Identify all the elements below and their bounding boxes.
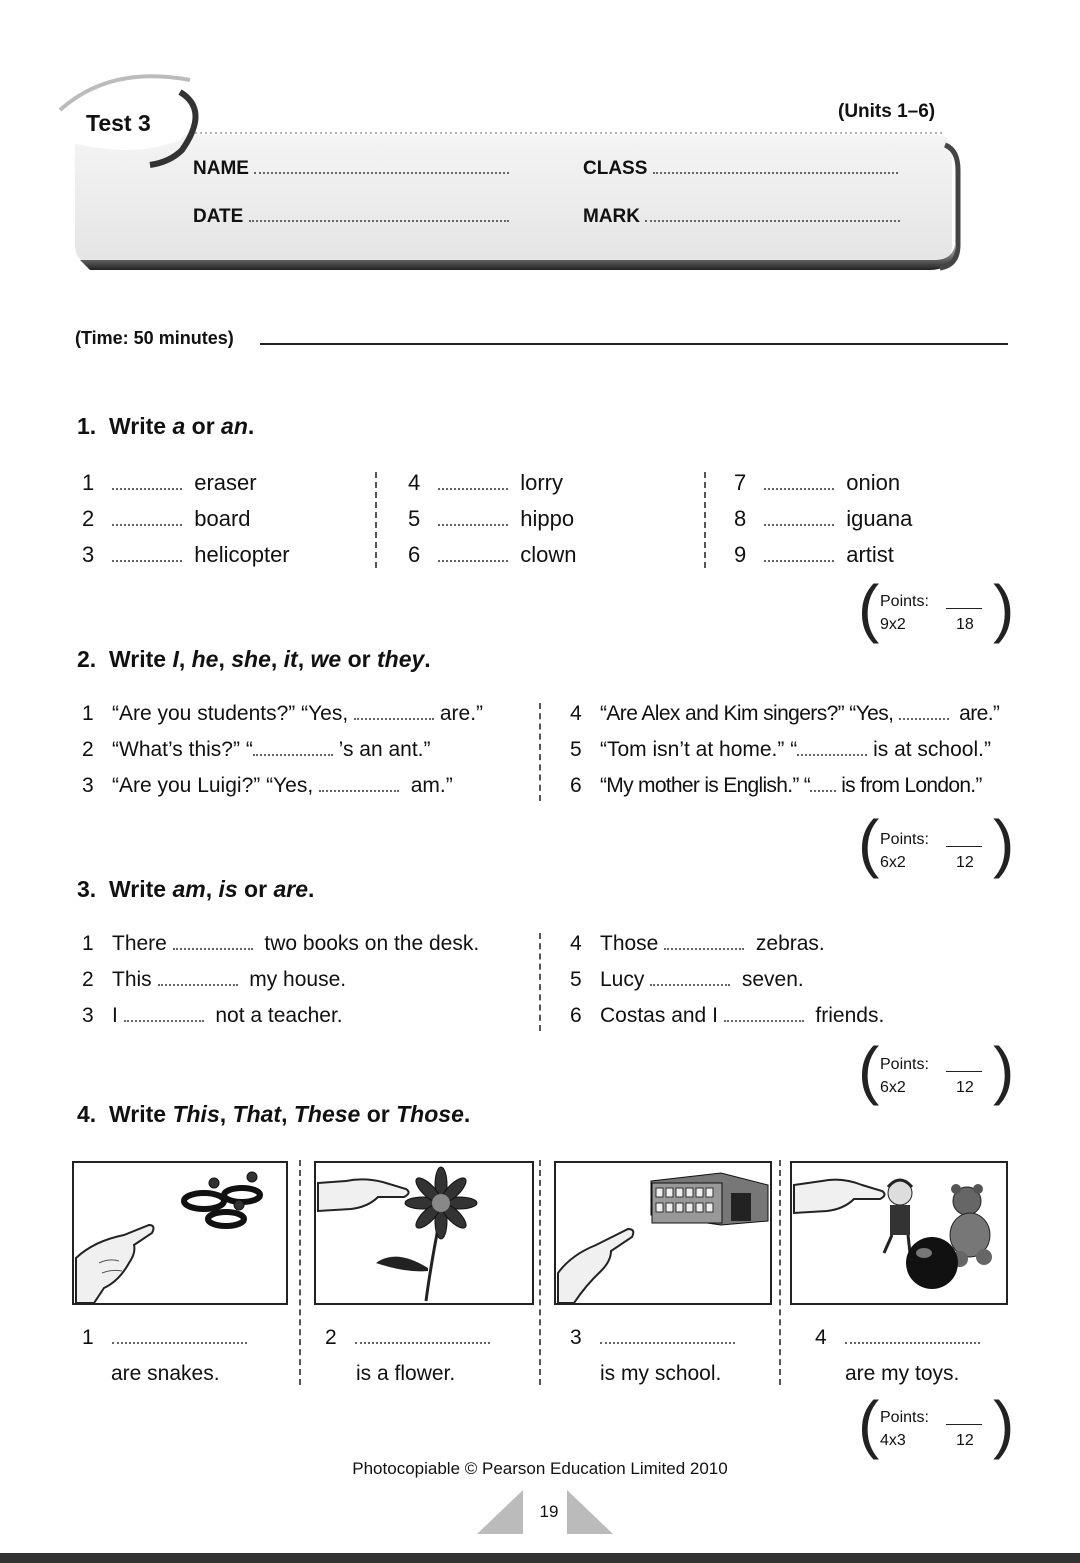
s2-item-6: 6 “My mother is English.” “ is from London.”: [570, 774, 982, 797]
s1-blank-5[interactable]: [438, 510, 508, 526]
s3-item-5: 5 Lucy seven.: [570, 968, 804, 991]
s4-divider-1: [299, 1160, 301, 1385]
s4-sentence-3: is my school.: [600, 1362, 722, 1385]
s1-divider-2: [704, 472, 706, 568]
name-blank[interactable]: [254, 158, 509, 174]
class-label: CLASS: [583, 158, 648, 179]
s4-blank-4[interactable]: [845, 1328, 980, 1344]
s4-blank-1[interactable]: [112, 1328, 247, 1344]
bottom-edge: [0, 1553, 1080, 1563]
s3-blank-4[interactable]: [664, 934, 744, 950]
section-2-heading: 2. Write I, he, she, it, we or they.: [77, 646, 431, 672]
s2-blank-3[interactable]: [319, 776, 399, 792]
date-blank[interactable]: [249, 206, 509, 222]
class-field[interactable]: [583, 158, 898, 180]
date-label: DATE: [193, 206, 244, 227]
s1-blank-1[interactable]: [112, 474, 182, 490]
school-building-icon: [651, 1173, 768, 1225]
picture-school: [554, 1161, 772, 1305]
s4-points-box: ( Points: 4x3 12 ): [858, 1388, 1015, 1460]
mark-label: MARK: [583, 206, 640, 227]
units-label: (Units 1–6): [838, 101, 936, 122]
s2-points-blank[interactable]: [946, 832, 982, 847]
s1-points-blank[interactable]: [946, 594, 982, 609]
s3-blank-2[interactable]: [158, 970, 238, 986]
s2-blank-6[interactable]: [810, 776, 836, 792]
s1-item-9: 9 artist: [734, 542, 894, 567]
s3-item-3: 3 I not a teacher.: [82, 1004, 343, 1027]
s2-blank-1[interactable]: [354, 704, 434, 720]
s1-blank-3[interactable]: [112, 546, 182, 562]
s3-blank-5[interactable]: [650, 970, 730, 986]
s1-item-6: 6 clown: [408, 542, 577, 567]
page-number: 19: [539, 1502, 559, 1521]
s2-item-2: 2 “What’s this?” “ ’s an ant.”: [82, 738, 431, 761]
s3-blank-1[interactable]: [173, 934, 253, 950]
s2-item-5: 5 “Tom isn’t at home.” “ is at school.”: [570, 738, 991, 761]
s1-blank-2[interactable]: [112, 510, 182, 526]
s1-blank-6[interactable]: [438, 546, 508, 562]
s4-blank-2[interactable]: [355, 1328, 490, 1344]
s1-item-8: 8 iguana: [734, 506, 913, 531]
s1-blank-9[interactable]: [764, 546, 834, 562]
time-label: (Time: 50 minutes): [75, 328, 234, 348]
s3-points-box: ( Points: 6x2 12 ): [858, 1034, 1015, 1106]
s1-item-1: 1 eraser: [82, 470, 257, 495]
pointing-hand-icon: [318, 1179, 409, 1211]
pointing-hand-icon: [76, 1225, 153, 1303]
s4-item-4: 4: [815, 1326, 980, 1350]
s2-item-3: 3 “Are you Luigi?” “Yes, am.”: [82, 774, 453, 797]
s2-blank-5[interactable]: [797, 740, 867, 756]
s3-item-2: 2 This my house.: [82, 968, 347, 991]
s4-item-1: 1: [82, 1326, 247, 1350]
s1-blank-8[interactable]: [764, 510, 834, 526]
s3-blank-6[interactable]: [724, 1006, 804, 1022]
name-field[interactable]: [193, 158, 509, 180]
s2-item-4: 4 “Are Alex and Kim singers?” “Yes, are.”: [570, 702, 1000, 725]
s2-blank-4[interactable]: [899, 704, 949, 720]
time-rule: [260, 343, 1008, 345]
mark-blank[interactable]: [645, 206, 900, 222]
s3-points-blank[interactable]: [946, 1057, 982, 1072]
test-label: Test 3: [86, 110, 151, 136]
snakes-icon: [184, 1172, 260, 1226]
copyright: Photocopiable © Pearson Education Limited 2010: [352, 1459, 728, 1478]
s3-item-4: 4 Those zebras.: [570, 932, 825, 955]
s1-points-box: ( Points: 9x2 18 ): [858, 572, 1015, 644]
ball-icon: [906, 1237, 958, 1289]
s1-divider-1: [375, 472, 377, 568]
s2-item-1: 1 “Are you students?” “Yes, are.”: [82, 702, 484, 725]
s4-item-2: 2: [325, 1326, 490, 1350]
s1-blank-4[interactable]: [438, 474, 508, 490]
mark-field[interactable]: [583, 206, 900, 228]
s1-blank-7[interactable]: [764, 474, 834, 490]
picture-toys: [790, 1161, 1008, 1305]
s4-divider-3: [779, 1160, 781, 1385]
s3-blank-3[interactable]: [124, 1006, 204, 1022]
picture-flower: [314, 1161, 534, 1305]
s2-points-box: ( Points: 6x2 12 ): [858, 807, 1015, 879]
s2-divider: [539, 703, 541, 801]
s4-sentence-2: is a flower.: [356, 1362, 456, 1385]
section-1-heading: 1. Write a or an.: [77, 413, 255, 439]
pointing-hand-icon: [794, 1180, 885, 1213]
s1-item-3: 3 helicopter: [82, 542, 290, 567]
class-blank[interactable]: [653, 158, 898, 174]
s1-item-4: 4 lorry: [408, 470, 564, 495]
pointing-hand-icon: [558, 1229, 633, 1303]
s1-item-5: 5 hippo: [408, 506, 575, 531]
s3-item-1: 1 There two books on the desk.: [82, 932, 480, 955]
s3-item-6: 6 Costas and I friends.: [570, 1004, 885, 1027]
picture-snakes: [72, 1161, 288, 1305]
s2-blank-2[interactable]: [253, 740, 333, 756]
s4-sentence-4: are my toys.: [845, 1362, 960, 1385]
doll-icon: [884, 1180, 912, 1253]
s4-sentence-1: are snakes.: [111, 1362, 220, 1385]
s4-item-3: 3: [570, 1326, 735, 1350]
date-field[interactable]: [193, 206, 509, 228]
s4-blank-3[interactable]: [600, 1328, 735, 1344]
s3-divider: [539, 933, 541, 1031]
name-label: NAME: [193, 158, 249, 179]
s4-divider-2: [539, 1160, 541, 1385]
s1-item-7: 7 onion: [734, 470, 901, 495]
s1-item-2: 2 board: [82, 506, 251, 531]
s4-points-blank[interactable]: [946, 1410, 982, 1425]
section-4-heading: 4. Write This, That, These or Those.: [77, 1101, 471, 1127]
section-3-heading: 3. Write am, is or are.: [77, 876, 315, 902]
